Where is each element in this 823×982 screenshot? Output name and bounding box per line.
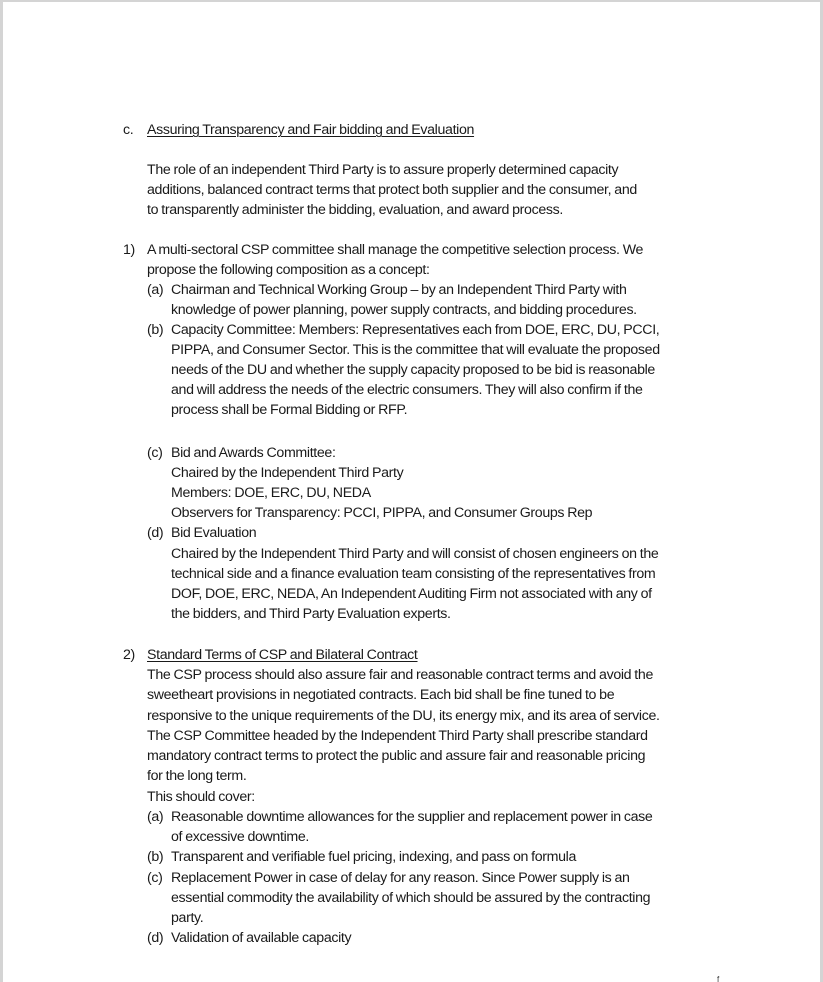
list-item-line: party.: [171, 910, 204, 926]
list-item-line: Observers for Transparency: PCCI, PIPPA, and Consumer Groups Rep: [171, 505, 593, 521]
list-item-line: Chaired by the Independent Third Party: [171, 465, 404, 481]
sublist-marker: (d): [147, 525, 164, 541]
list-item-line: Replacement Power in case of delay for any reason. Since Power supply is an: [171, 870, 630, 886]
list-item-line: Chaired by the Independent Third Party and will consist of chosen engineers on the: [171, 546, 659, 562]
paragraph-line: for the long term.: [147, 768, 247, 784]
paragraph-line: to transparently administer the bidding, evaluation, and award process.: [147, 202, 563, 218]
list-item-line: Members: DOE, ERC, DU, NEDA: [171, 485, 371, 501]
list-item-line: technical side and a finance evaluation team consisting of the representatives from: [171, 566, 656, 582]
list-item-line: DOF, DOE, ERC, NEDA, An Independent Auditing Firm not associated with any of: [171, 586, 652, 602]
paragraph-line: propose the following composition as a concept:: [147, 262, 430, 278]
section-heading: Standard Terms of CSP and Bilateral Contract: [147, 647, 418, 663]
paragraph-line: sweetheart provisions in negotiated contracts. Each bid shall be fine tuned to be: [147, 687, 615, 703]
paragraph-line: responsive to the unique requirements of the DU, its energy mix, and its area of service.: [147, 708, 660, 724]
paragraph-line: mandatory contract terms to protect the public and assure fair and reasonable pricing: [147, 748, 646, 764]
list-item-line: PIPPA, and Consumer Sector. This is the committee that will evaluate the proposed: [171, 342, 660, 358]
paragraph-line: additions, balanced contract terms that protect both supplier and the consumer, and: [147, 182, 637, 198]
list-item-line: of excessive downtime.: [171, 829, 309, 845]
sublist-marker: (a): [147, 282, 164, 298]
paragraph-line: The role of an independent Third Party is to assure properly determined capacity: [147, 162, 619, 178]
list-item-line: Validation of available capacity: [171, 930, 352, 946]
list-item-line: the bidders, and Third Party Evaluation experts.: [171, 606, 451, 622]
paragraph-line: The CSP Committee headed by the Independent Third Party shall prescribe standard: [147, 728, 648, 744]
list-item-line: Capacity Committee: Members: Representatives each from DOE, ERC, DU, PCCI,: [171, 322, 660, 338]
document-page: [3, 2, 820, 982]
list-item-line: knowledge of power planning, power supply contracts, and bidding procedures.: [171, 302, 637, 318]
sublist-marker: (c): [147, 445, 163, 461]
sublist-marker: (b): [147, 849, 164, 865]
sublist-marker: (c): [147, 870, 163, 886]
list-item-line: process shall be Formal Bidding or RFP.: [171, 402, 408, 418]
section-marker: c.: [123, 122, 134, 138]
list-item-line: Bid and Awards Committee:: [171, 445, 336, 461]
list-item-line: Reasonable downtime allowances for the supplier and replacement power in case: [171, 809, 653, 825]
list-item-line: Bid Evaluation: [171, 525, 257, 541]
sublist-marker: (a): [147, 809, 164, 825]
list-item-line: Transparent and verifiable fuel pricing, indexing, and pass on formula: [171, 849, 577, 865]
section-heading: Assuring Transparency and Fair bidding and Evaluation: [147, 122, 475, 138]
paragraph-line: The CSP process should also assure fair and reasonable contract terms and avoid the: [147, 667, 653, 683]
list-item-line: and will address the needs of the electric consumers. They will also confirm if the: [171, 382, 643, 398]
list-item-line: essential commodity the availability of which should be assured by the contracting: [171, 890, 651, 906]
list-item-line: needs of the DU and whether the supply capacity proposed to be bid is reasonable: [171, 362, 655, 378]
paragraph-line: This should cover:: [147, 789, 255, 805]
sublist-marker: (d): [147, 930, 164, 946]
sublist-marker: (b): [147, 322, 164, 338]
list-marker: 2): [123, 647, 135, 663]
list-marker: 1): [123, 242, 135, 258]
list-item-line: Chairman and Technical Working Group – by an Independent Third Party with: [171, 282, 627, 298]
paragraph-line: A multi-sectoral CSP committee shall manage the competitive selection process. We: [147, 242, 644, 258]
page-corner-mark: f: [717, 975, 719, 982]
